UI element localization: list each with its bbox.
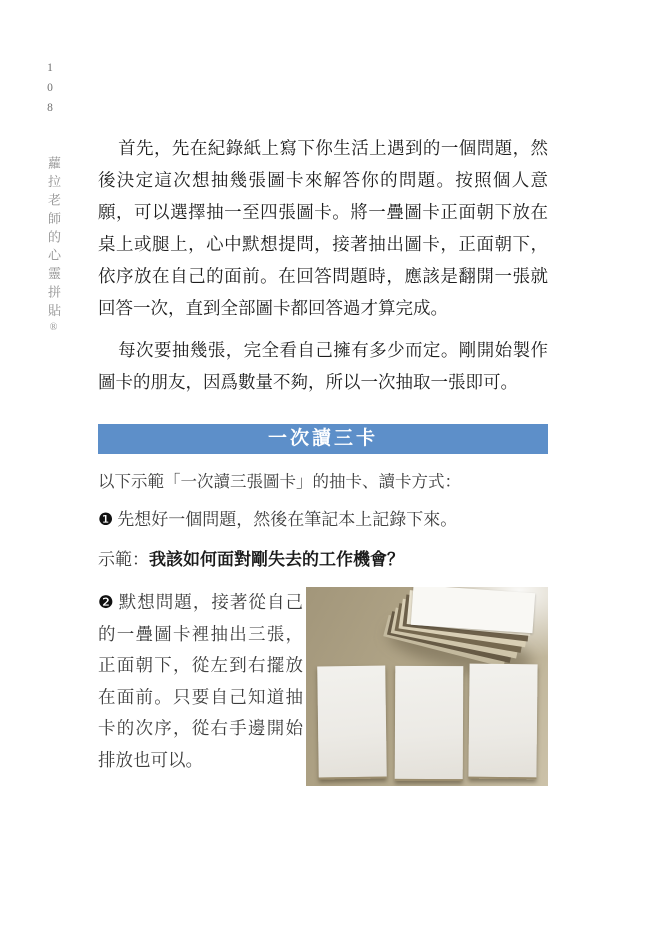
section-banner-title: 一次讀三卡 <box>267 428 378 449</box>
card-stack <box>390 587 548 667</box>
example-label: 示範： <box>98 550 149 569</box>
step-1-text: 先想好一個問題，然後在筆記本上記錄下來。 <box>117 510 458 529</box>
main-text-column <box>98 132 548 786</box>
face-down-card-1 <box>317 666 387 780</box>
step-1-number-icon: ❶ <box>98 510 114 529</box>
face-down-card-3 <box>468 664 537 780</box>
face-down-card-2 <box>395 666 464 781</box>
paragraph-1: 首先，先在紀錄紙上寫下你生活上遇到的一個問題，然後決定這次想抽幾張圖卡來解答你的問題。按照個人意願，可以選擇抽一至四張圖卡。將一疊圖卡正面朝下放在桌上或腿上，心中默想提問，接著抽出圖卡，正面朝下，依序放在自己的面前。在回答問題時，應該是翻開一張就回答一次，直到全部圖卡都回答過才算完成。 <box>98 138 548 318</box>
step-2-row <box>98 587 548 786</box>
section-banner <box>98 424 548 454</box>
paragraph-2: 每次要抽幾張，完全看自己擁有多少而定。剛開始製作圖卡的朋友，因爲數量不夠，所以一次抽取一張即可。 <box>98 340 548 392</box>
book-title-text: 蘿拉老師的心靈拼貼 <box>46 156 61 323</box>
book-spine-title <box>44 156 63 333</box>
example-line <box>98 548 548 572</box>
page-margin-column <box>44 62 66 333</box>
registered-trademark-symbol: ® <box>48 322 59 334</box>
step-1 <box>98 508 548 531</box>
page-number: 108 <box>44 62 56 123</box>
section-intro: 以下示範「一次讀三張圖卡」的抽卡、讀卡方式： <box>98 473 461 491</box>
step-2-number-icon: ❷ <box>98 592 115 612</box>
cards-photo <box>306 587 548 786</box>
step-2-text: 默想問題，接著從自己的一疊圖卡裡抽出三張，正面朝下，從左到右擺放在面前。只要自己知道抽卡的次序，從右手邊開始排放也可以。 <box>98 592 303 770</box>
step-2 <box>98 587 303 776</box>
example-question: 我該如何面對剛失去的工作機會？ <box>149 550 404 569</box>
